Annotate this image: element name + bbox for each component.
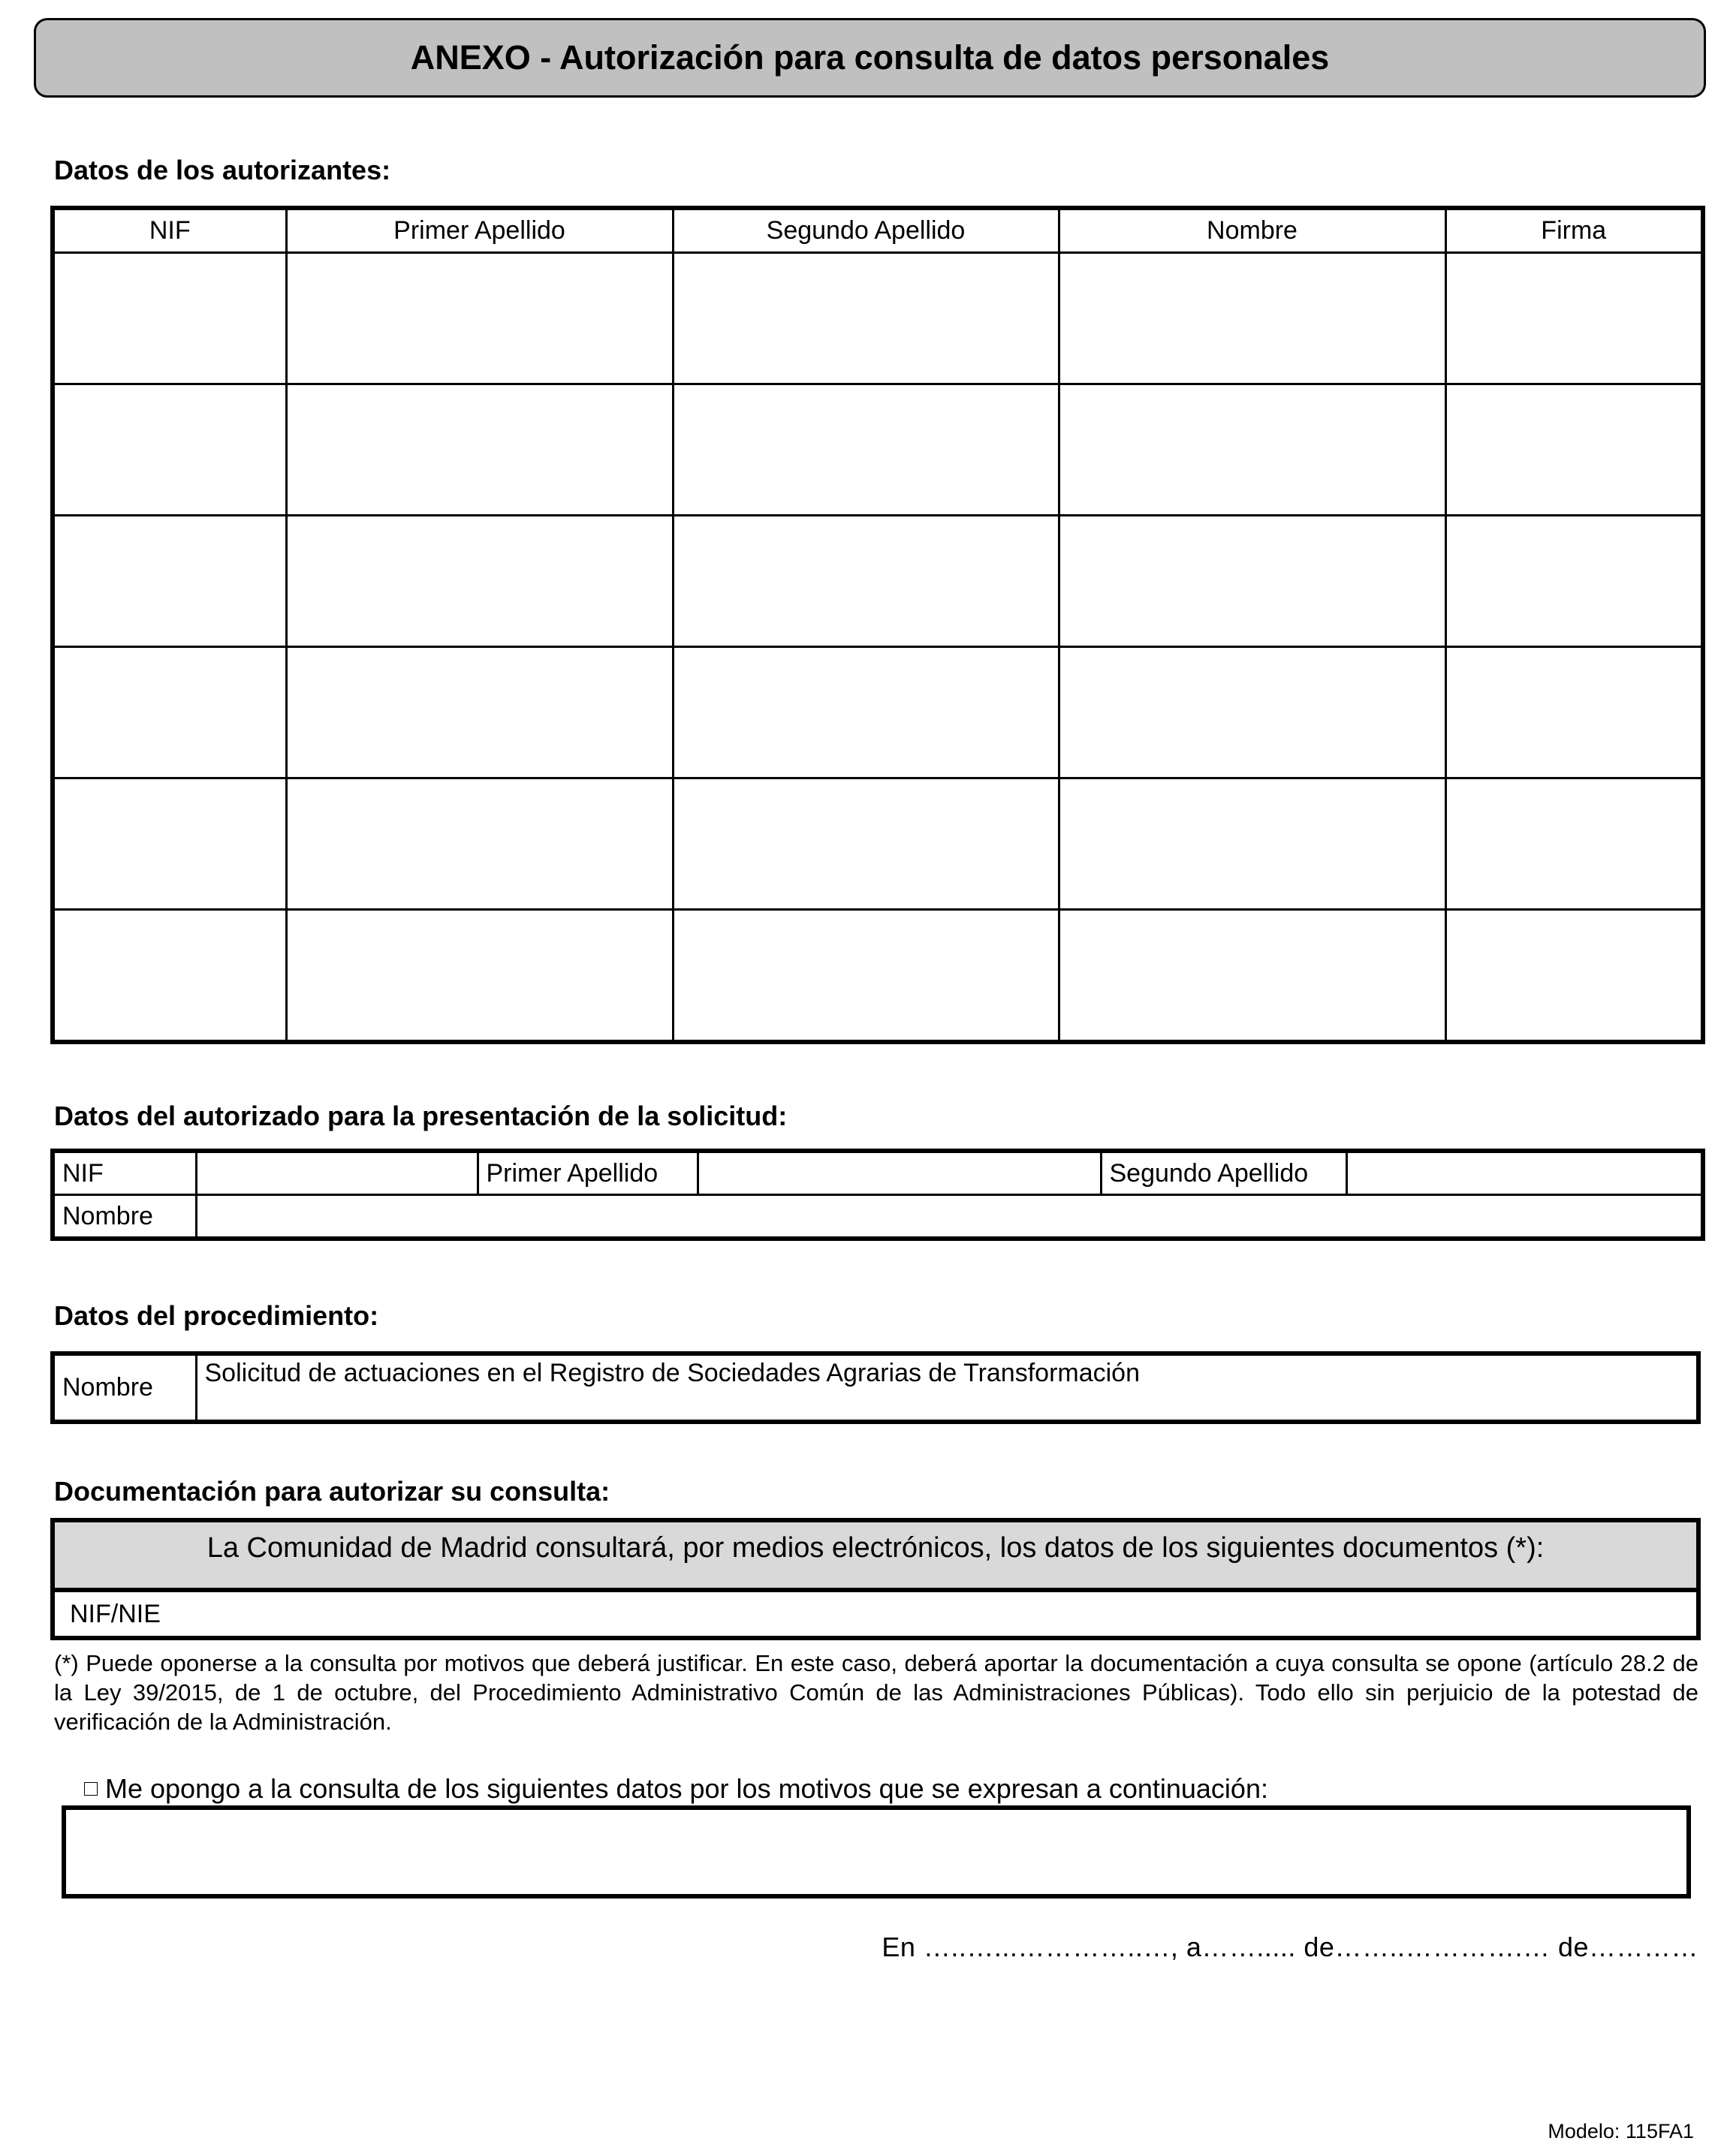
- column-header-primer-apellido: Primer Apellido: [286, 208, 673, 253]
- table-row: [53, 1151, 1703, 1195]
- primer-apellido-field[interactable]: [286, 516, 673, 647]
- primer-apellido-field[interactable]: [286, 910, 673, 1043]
- segundo-apellido-label: Segundo Apellido: [1101, 1151, 1346, 1195]
- nif-field[interactable]: [53, 647, 286, 778]
- nif-field[interactable]: [53, 910, 286, 1043]
- firma-field[interactable]: [1445, 516, 1703, 647]
- column-header-firma: Firma: [1445, 208, 1703, 253]
- firma-field[interactable]: [1445, 647, 1703, 778]
- primer-apellido-field[interactable]: [286, 778, 673, 910]
- oposicion-checkbox[interactable]: [84, 1782, 98, 1796]
- table-row: [53, 910, 1703, 1043]
- document-item-nif-nie: NIF/NIE: [70, 1599, 161, 1628]
- section-heading-documentacion: Documentación para autorizar su consulta:: [54, 1476, 610, 1507]
- nombre-field[interactable]: [1059, 516, 1445, 647]
- autorizado-table: [50, 1149, 1705, 1241]
- nombre-field[interactable]: [1059, 253, 1445, 384]
- nombre-field[interactable]: [1059, 910, 1445, 1043]
- nombre-field[interactable]: [1059, 647, 1445, 778]
- table-row: [53, 1195, 1703, 1239]
- table-row: [53, 516, 1703, 647]
- segundo-apellido-field[interactable]: [673, 253, 1059, 384]
- modelo-code: Modelo: 115FA1: [1548, 2120, 1694, 2142]
- procedimiento-nombre-label: Nombre: [53, 1354, 196, 1422]
- section-heading-procedimiento: Datos del procedimiento:: [54, 1300, 379, 1331]
- autorizantes-table: [50, 206, 1705, 1044]
- table-row: [53, 1354, 1698, 1422]
- autorizado-nif-field[interactable]: [196, 1151, 478, 1195]
- table-row: [53, 384, 1703, 516]
- primer-apellido-field[interactable]: [286, 384, 673, 516]
- table-row: [53, 647, 1703, 778]
- autorizado-segundo-apellido-field[interactable]: [1346, 1151, 1703, 1195]
- primer-apellido-field[interactable]: [286, 647, 673, 778]
- page-title: ANEXO - Autorización para consulta de datos personales: [34, 18, 1706, 98]
- firma-field[interactable]: [1445, 778, 1703, 910]
- table-header-row: [53, 208, 1703, 253]
- procedimiento-nombre-value: Solicitud de actuaciones en el Registro de Sociedades Agrarias de Transformación: [196, 1354, 1698, 1422]
- primer-apellido-label: Primer Apellido: [478, 1151, 698, 1195]
- section-heading-autorizado: Datos del autorizado para la presentación de la solicitud:: [54, 1101, 788, 1131]
- firma-field[interactable]: [1445, 384, 1703, 516]
- segundo-apellido-field[interactable]: [673, 384, 1059, 516]
- nif-label: NIF: [53, 1151, 196, 1195]
- table-row: [53, 253, 1703, 384]
- table-row: [53, 778, 1703, 910]
- nombre-field[interactable]: [1059, 384, 1445, 516]
- firma-field[interactable]: [1445, 253, 1703, 384]
- column-header-nif: NIF: [53, 208, 286, 253]
- oposicion-motivos-field[interactable]: [62, 1805, 1691, 1899]
- nombre-label: Nombre: [53, 1195, 196, 1239]
- nif-field[interactable]: [53, 384, 286, 516]
- segundo-apellido-field[interactable]: [673, 778, 1059, 910]
- procedimiento-table: [50, 1351, 1701, 1424]
- autorizado-nombre-field[interactable]: [196, 1195, 1703, 1239]
- documentacion-box: [50, 1518, 1701, 1640]
- firma-field[interactable]: [1445, 910, 1703, 1043]
- segundo-apellido-field[interactable]: [673, 910, 1059, 1043]
- oposicion-checkbox-label: Me opongo a la consulta de los siguientes datos por los motivos que se expresan a continuación:: [105, 1773, 1268, 1804]
- column-header-segundo-apellido: Segundo Apellido: [673, 208, 1059, 253]
- nombre-field[interactable]: [1059, 778, 1445, 910]
- segundo-apellido-field[interactable]: [673, 647, 1059, 778]
- primer-apellido-field[interactable]: [286, 253, 673, 384]
- footnote: (*) Puede oponerse a la consulta por motivos que deberá justificar. En este caso, deberá aportar la documentación a cuya consulta se opone (artículo 28.2 de la Ley 39/2015, de 1 de octubre, del Procedimiento Administrativo Común de las Administraciones Públicas). Todo ello sin perjuicio de la potestad de verificación de la Administración.: [54, 1650, 1698, 1735]
- autorizado-primer-apellido-field[interactable]: [698, 1151, 1101, 1195]
- nif-field[interactable]: [53, 253, 286, 384]
- nif-field[interactable]: [53, 516, 286, 647]
- column-header-nombre: Nombre: [1059, 208, 1445, 253]
- section-heading-autorizantes: Datos de los autorizantes:: [54, 155, 391, 185]
- oposicion-option: [84, 1773, 1268, 1805]
- documentacion-box-header: La Comunidad de Madrid consultará, por medios electrónicos, los datos de los siguientes documentos (*):: [55, 1522, 1696, 1592]
- fecha-line: En …..…...…………..…, a……..... de……..………….… de…………: [882, 1932, 1698, 1962]
- nif-field[interactable]: [53, 778, 286, 910]
- segundo-apellido-field[interactable]: [673, 516, 1059, 647]
